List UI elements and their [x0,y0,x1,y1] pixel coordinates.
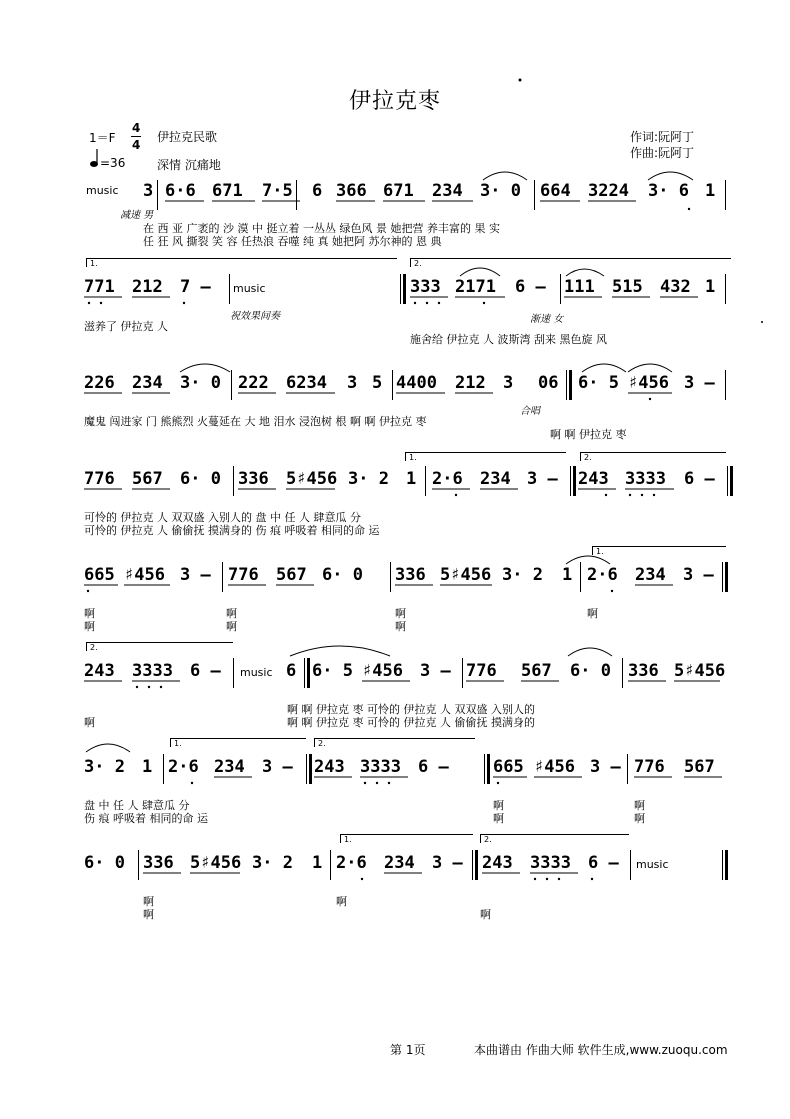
lyric-ah: 啊 [143,895,154,908]
lyrics-verse-1: 在 西 亚 广袤的 沙 漠 中 挺立着 一丛丛 绿色风 景 她把营 养丰富的 果 实 [143,222,500,235]
note-group: 234 [214,757,245,777]
lyric-ah: 啊 [395,607,406,620]
lyrics-verse-2: 任 狂 风 撕裂 笑 容 任热浪 吞噬 纯 真 她把阿 苏尔神的 恩 典 [143,235,442,248]
note-group: 234 [132,373,163,393]
lyrics-verse-1: 滋养了 伊拉克 人 [84,320,168,333]
note-group: 336 [628,661,659,681]
note-group: 234 [480,469,511,489]
note-group: 3· 2 [252,853,293,873]
note-group: 06 [538,373,559,393]
note-group: 6·6 [165,181,196,201]
slur [648,172,693,180]
lyric-ah: 啊 [143,908,154,921]
note-group: ♯456 [124,565,165,585]
note-group: 243 [482,853,513,873]
slur [460,268,500,276]
note-group: 336 [143,853,174,873]
lyric-ah: 啊 [493,812,504,825]
volta-number: 1. [174,739,182,748]
slur [628,364,672,372]
annotation: 合唱 [520,406,540,417]
note-group: 3 [143,181,154,201]
note-group: 234 [635,565,666,585]
note-group: 1 [562,565,573,585]
note-group: 6 – [684,469,715,489]
note-group: 3 – [683,565,714,585]
note-group: ♯456 [628,373,669,393]
note-group: 664 [540,181,571,201]
note-group: 6 – [190,661,221,681]
note-group: 3 – [432,853,463,873]
note-group: 1 [142,757,153,777]
note-group: 1 [705,277,716,297]
lyric-ah: 啊 [226,620,237,633]
volta-number: 1. [90,259,98,268]
lyric-ah: 啊 [395,620,406,633]
music-label: music [240,666,273,679]
note-group: 3333 [625,469,666,489]
annotation: 渐速 女 [530,314,564,325]
note-group: 1 [406,469,417,489]
slur [582,364,626,372]
note-group: 665 [493,757,524,777]
note-group: 6· 0 [570,661,611,681]
note-group: 3· 2 [502,565,543,585]
note-group: 6· 5 [312,661,353,681]
slur [180,364,230,372]
lyrics-verse-2: 施舍给 伊拉克 人 波斯湾 刮来 黑色旋 风 [410,333,607,346]
note-group: 6 – [418,757,449,777]
note-group: 3 – [262,757,293,777]
note-group: 776 [228,565,259,585]
lyric-ah: 啊 [226,607,237,620]
note-group: 776 [634,757,665,777]
note-group: 3 [347,373,358,393]
note-group: 6· 0 [322,565,363,585]
expression-mark: 深情 沉痛地 [157,158,221,172]
slur [86,744,130,752]
note-group: 6 [312,181,323,201]
music-label: music [233,282,266,295]
time-signature-bottom: 4 [132,138,141,152]
volta-number: 1. [409,453,417,462]
note-group: 333 [410,277,441,297]
volta-number: 2. [318,739,326,748]
note-group: 3· 0 [180,373,221,393]
lyric-ah: 啊 [84,620,95,633]
annotation: 祝效果间奏 [230,311,280,322]
note-group: 2·6 [336,853,367,873]
note-group: 432 [660,277,691,297]
lyric-ah: 啊 [587,607,598,620]
note-group: 567 [132,469,163,489]
volta-number: 2. [90,643,98,652]
slur [568,648,612,656]
note-group: 5♯456 [674,661,726,681]
note-group: 1 [705,181,716,201]
note-group: 234 [384,853,415,873]
note-group: 2·6 [587,565,618,585]
key-signature: 1＝F [89,131,116,145]
note-group: 3 – [527,469,558,489]
note-group: 3· 2 [348,469,389,489]
note-group: 6 – [515,277,546,297]
slur [566,556,610,564]
note-group: 515 [612,277,643,297]
music-label: music [86,184,119,197]
note-group: 6· 0 [180,469,221,489]
note-group: 3224 [588,181,629,201]
note-group: 3· 0 [480,181,521,201]
note-group: 4400 [396,373,437,393]
note-group: 2·6 [168,757,199,777]
note-group: 567 [276,565,307,585]
note-group: 3 – [684,373,715,393]
tempo-mark: =36 [100,156,126,170]
note-group: 212 [455,373,486,393]
note-group: ♯456 [362,661,403,681]
lyrics-verse-2: 可怜的 伊拉克 人 偷偷抚 摸满身的 伤 痕 呼吸着 相同的命 运 [84,524,380,537]
note-group: 3333 [132,661,173,681]
note-group: 776 [84,469,115,489]
note-group: 6234 [286,373,327,393]
slur [483,172,527,180]
note-group: 111 [564,277,595,297]
note-group: 7 – [180,277,211,297]
annotation: 减速 男 [120,210,154,221]
note-group: 6 [286,661,297,681]
lyric-ah: 啊 [634,799,645,812]
note-group: 6 – [588,853,619,873]
note-group: 6· 0 [84,853,125,873]
note-group: 1 [312,853,323,873]
lyric-ah: 啊 [493,799,504,812]
note-group: 226 [84,373,115,393]
lyrics-verse-1: 盘 中 任 人 肆意瓜 分 [84,799,190,812]
lyric-ah: 啊 [84,607,95,620]
note-group: 243 [578,469,609,489]
note-group: 2·6 [432,469,463,489]
note-group: 336 [238,469,269,489]
volta-number: 2. [484,835,492,844]
note-group: 2171 [455,277,496,297]
note-group: 3 – [420,661,451,681]
note-group: 671 [212,181,243,201]
lyrics-verse-2: 啊 啊 伊拉克 枣 可怜的 伊拉克 人 偷偷抚 摸满身的 [287,716,535,729]
note-group: 3 – [180,565,211,585]
note-group: 222 [238,373,269,393]
note-group: 665 [84,565,115,585]
slur [290,646,390,656]
note-group: 366 [336,181,367,201]
volta-number: 1. [596,547,604,556]
song-origin: 伊拉克民歌 [157,130,218,144]
note-group: 336 [395,565,426,585]
slur [566,269,604,276]
lyrics-verse-1: 可怜的 伊拉克 人 双双盛 入别人的 盘 中 任 人 肆意瓜 分 [84,511,361,524]
lyricist: 作词:阮阿丁 [630,130,695,144]
lyrics-verse-1: 魔鬼 闯进家 门 熊熊烈 火蔓延在 大 地 泪水 浸泡树 根 啊 啊 伊拉克 枣 [84,415,427,428]
note-group: 3 – [590,757,621,777]
volta-number: 2. [414,259,422,268]
lyric-ah: 啊 [634,812,645,825]
lyrics-verse-2: 啊 啊 伊拉克 枣 [550,428,627,441]
note-group: 671 [383,181,414,201]
note-group: 5 [372,373,383,393]
note-group: 243 [314,757,345,777]
composer: 作曲:阮阿丁 [630,146,695,160]
note-group: 567 [521,661,552,681]
lyric-ah: 啊 [480,908,491,921]
song-title: 伊拉克枣 [348,89,441,114]
note-group: 6· 5 [578,373,619,393]
lyric-ah: 啊 [84,716,95,729]
time-signature-top: 4 [132,121,141,135]
note-group: 234 [432,181,463,201]
note-group: 3333 [360,757,401,777]
volta-number: 2. [584,453,592,462]
music-label: music [636,858,669,871]
note-group: 5♯456 [190,853,242,873]
note-group: 3· 6 [648,181,689,201]
note-group: 3333 [530,853,571,873]
note-group: 243 [84,661,115,681]
note-group: 3· 2 [84,757,125,777]
lyric-ah: 啊 [336,895,347,908]
note-group: 567 [684,757,715,777]
note-group: 776 [466,661,497,681]
generator-credit: 本曲谱由 作曲大师 软件生成,www.zuoqu.com [474,1043,728,1057]
volta-number: 1. [344,835,352,844]
note-group: 771 [84,277,115,297]
lyrics-verse-1: 啊 啊 伊拉克 枣 可怜的 伊拉克 人 双双盛 入别人的 [287,703,535,716]
note-group: 7·5 [262,181,293,201]
page-number: 第 1页 [390,1043,426,1057]
note-group: 5♯456 [440,565,492,585]
note-group: 5♯456 [286,469,338,489]
lyrics-verse-2: 伤 痕 呼吸着 相同的命 运 [84,812,208,825]
note-group: 3 [503,373,514,393]
note-group: 212 [132,277,163,297]
note-group: ♯456 [534,757,575,777]
